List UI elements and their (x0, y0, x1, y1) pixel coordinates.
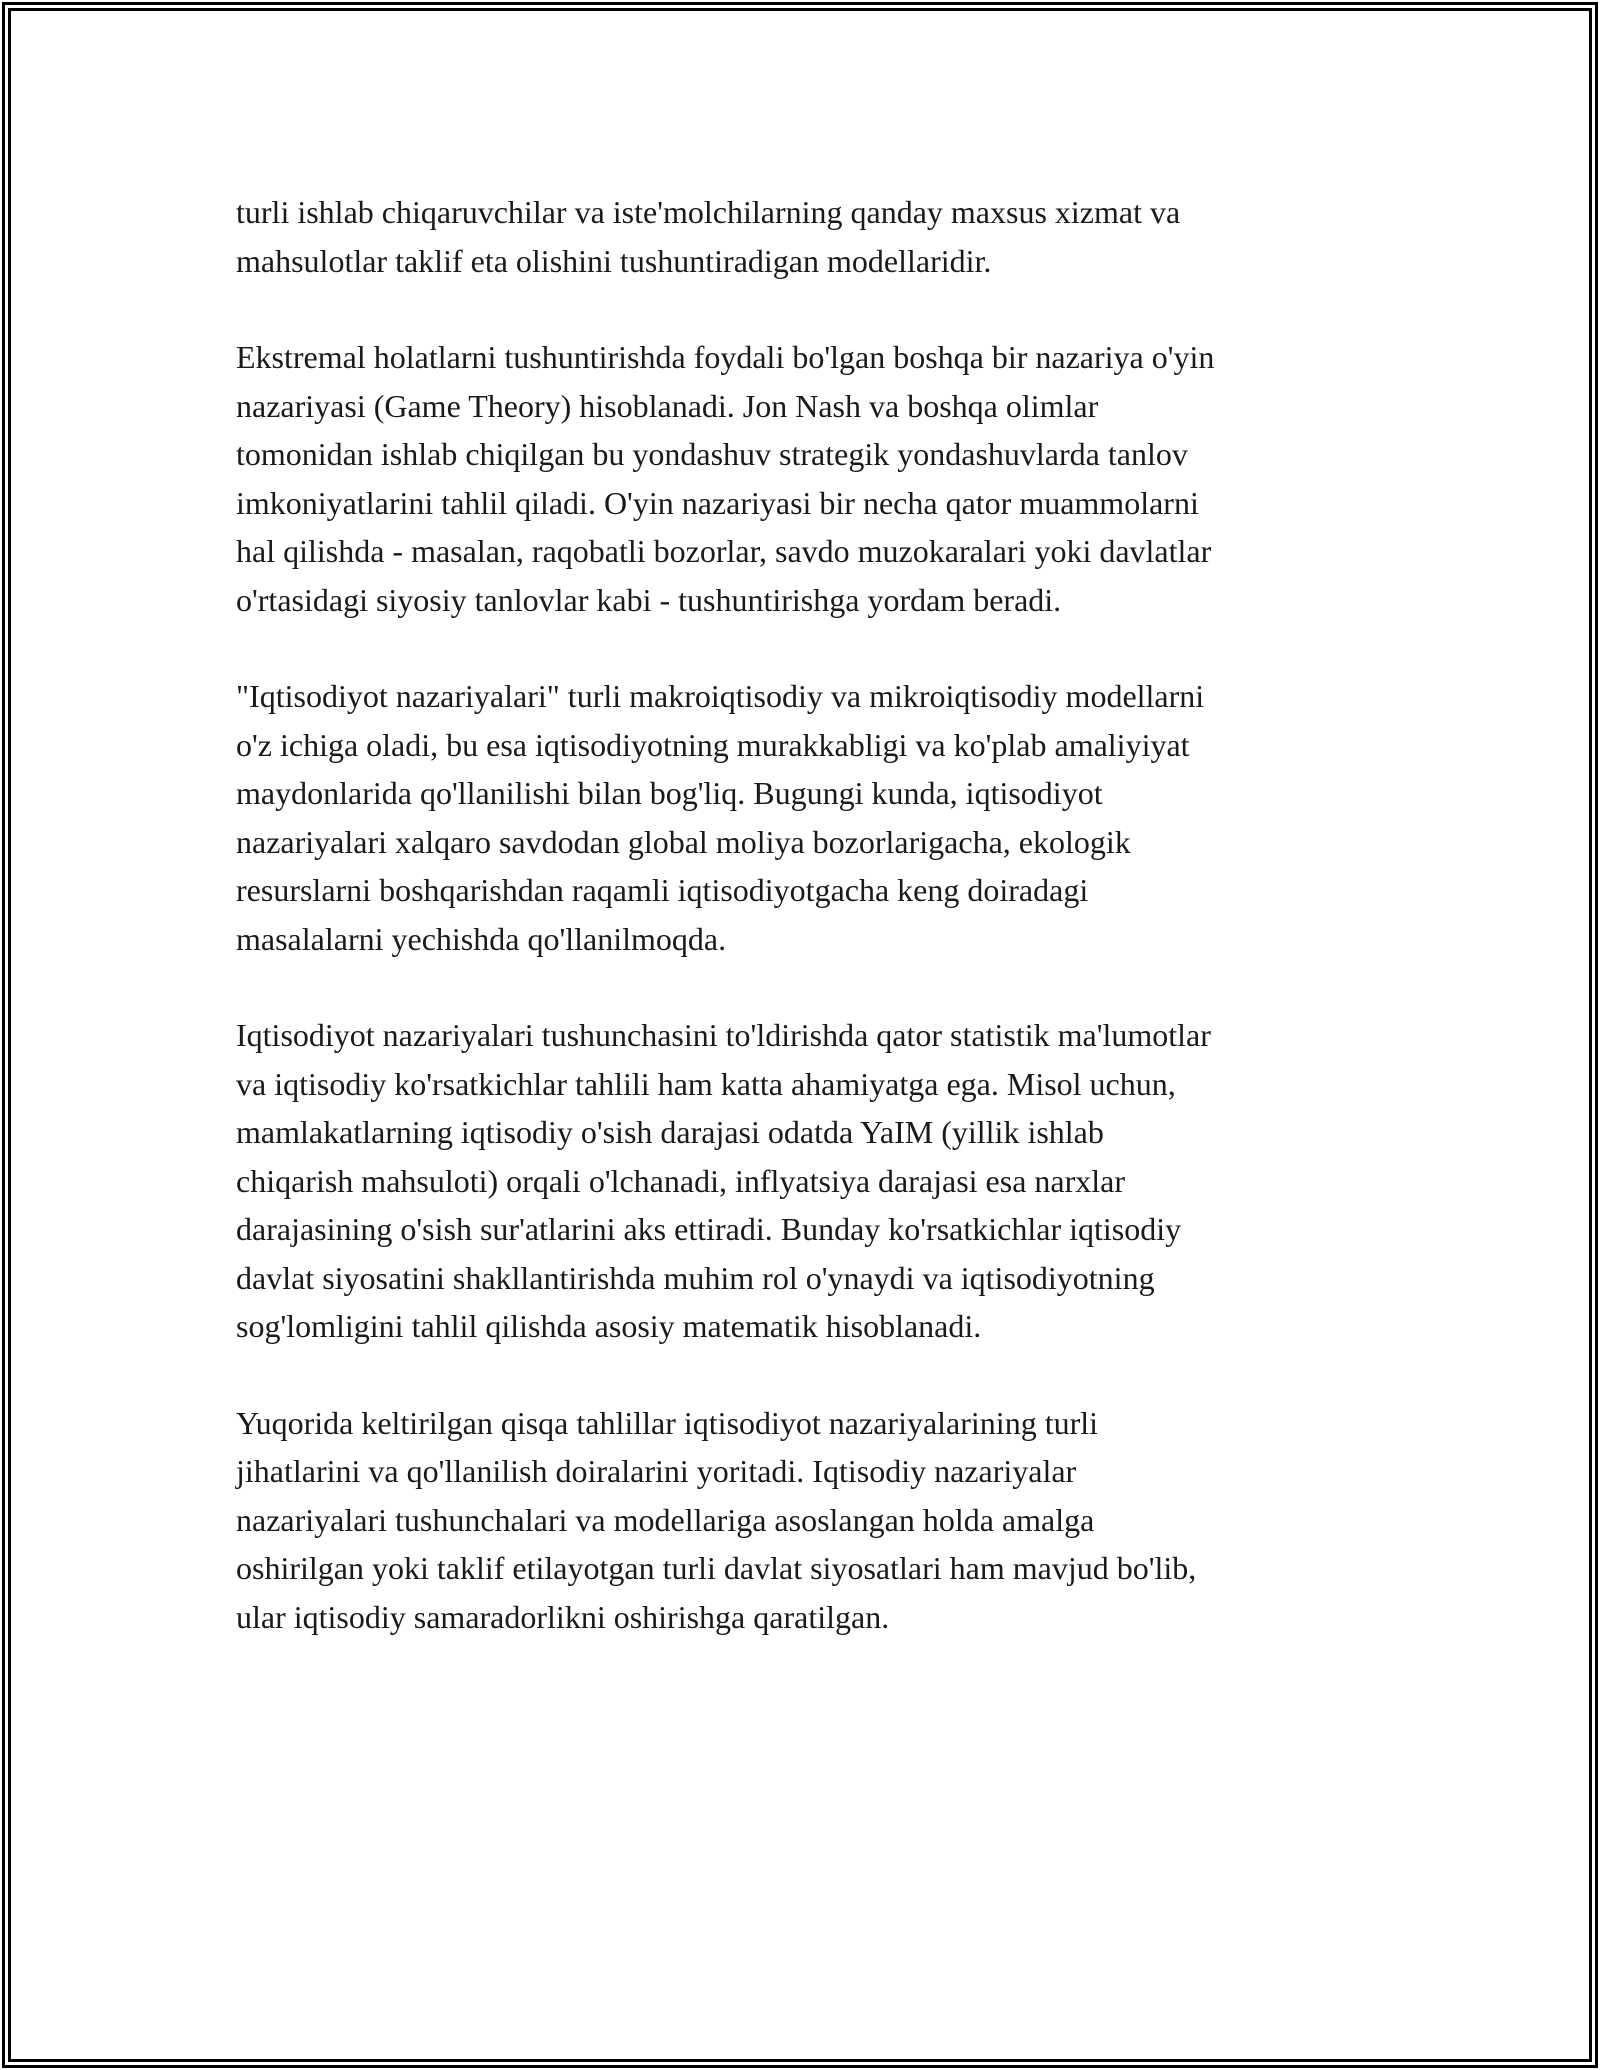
paragraph-2: Ekstremal holatlarni tushuntirishda foydali bo'lgan boshqa bir nazariya o'yin nazariyasi (Game Theory) hisoblanadi. Jon Nash va boshqa olimlar tomonidan ishlab chiqilgan bu yondashuv strategik yondashuvlarda tanlov imkoniyatlarini tahlil qiladi. O'yin nazariyasi bir necha qator muammolarni hal qilishda - masalan, raqobatli bozorlar, savdo muzokaralari yoki davlatlar o'rtasidagi siyosiy tanlovlar kabi - tushuntirishga yordam beradi. (236, 339, 1215, 618)
paragraph-4: Iqtisodiyot nazariyalari tushunchasini to'ldirishda qator statistik ma'lumotlar va iqtisodiy ko'rsatkichlar tahlili ham katta ahamiyatga ega. Misol uchun, mamlakatlarning iqtisodiy o'sish darajasi odatda YaIM (yillik ishlab chiqarish mahsuloti) orqali o'lchanadi, inflyatsiya darajasi esa narxlar darajasining o'sish sur'atlarini aks ettiradi. Bunday ko'rsatkichlar iqtisodiy davlat siyosatini shakllantirishda muhim rol o'ynaydi va iqtisodiyotning sog'lomligini tahlil qilishda asosiy matematik hisoblanadi. (236, 1017, 1211, 1344)
paragraph-3: "Iqtisodiyot nazariyalari" turli makroiqtisodiy va mikroiqtisodiy modellarni o'z ichiga oladi, bu esa iqtisodiyotning murakkabligi va ko'plab amaliyiyat maydonlarida qo'llanilishi bilan bog'liq. Bugungi kunda, iqtisodiyot nazariyalari xalqaro savdodan global moliya bozorlarigacha, ekologik resurslarni boshqarishdan raqamli iqtisodiyotgacha keng doiradagi masalalarni yechishda qo'llanilmoqda. (236, 678, 1205, 957)
paragraph-5: Yuqorida keltirilgan qisqa tahlillar iqtisodiyot nazariyalarining turli jihatlarini va qo'llanilish doiralarini yoritadi. Iqtisodiy nazariyalar nazariyalari tushunchalari va modellariga asoslangan holda amalga oshirilgan yoki taklif etilayotgan turli davlat siyosatlari ham mavjud bo'lib, ular iqtisodiy samaradorlikni oshirishga qaratilgan. (236, 1404, 1197, 1635)
paragraph-1: turli ishlab chiqaruvchilar va iste'molchilarning qanday maxsus xizmat va mahsulotlar taklif eta olishini tushuntiradigan modellaridir. (236, 194, 1181, 279)
document-body (236, 188, 1376, 1689)
